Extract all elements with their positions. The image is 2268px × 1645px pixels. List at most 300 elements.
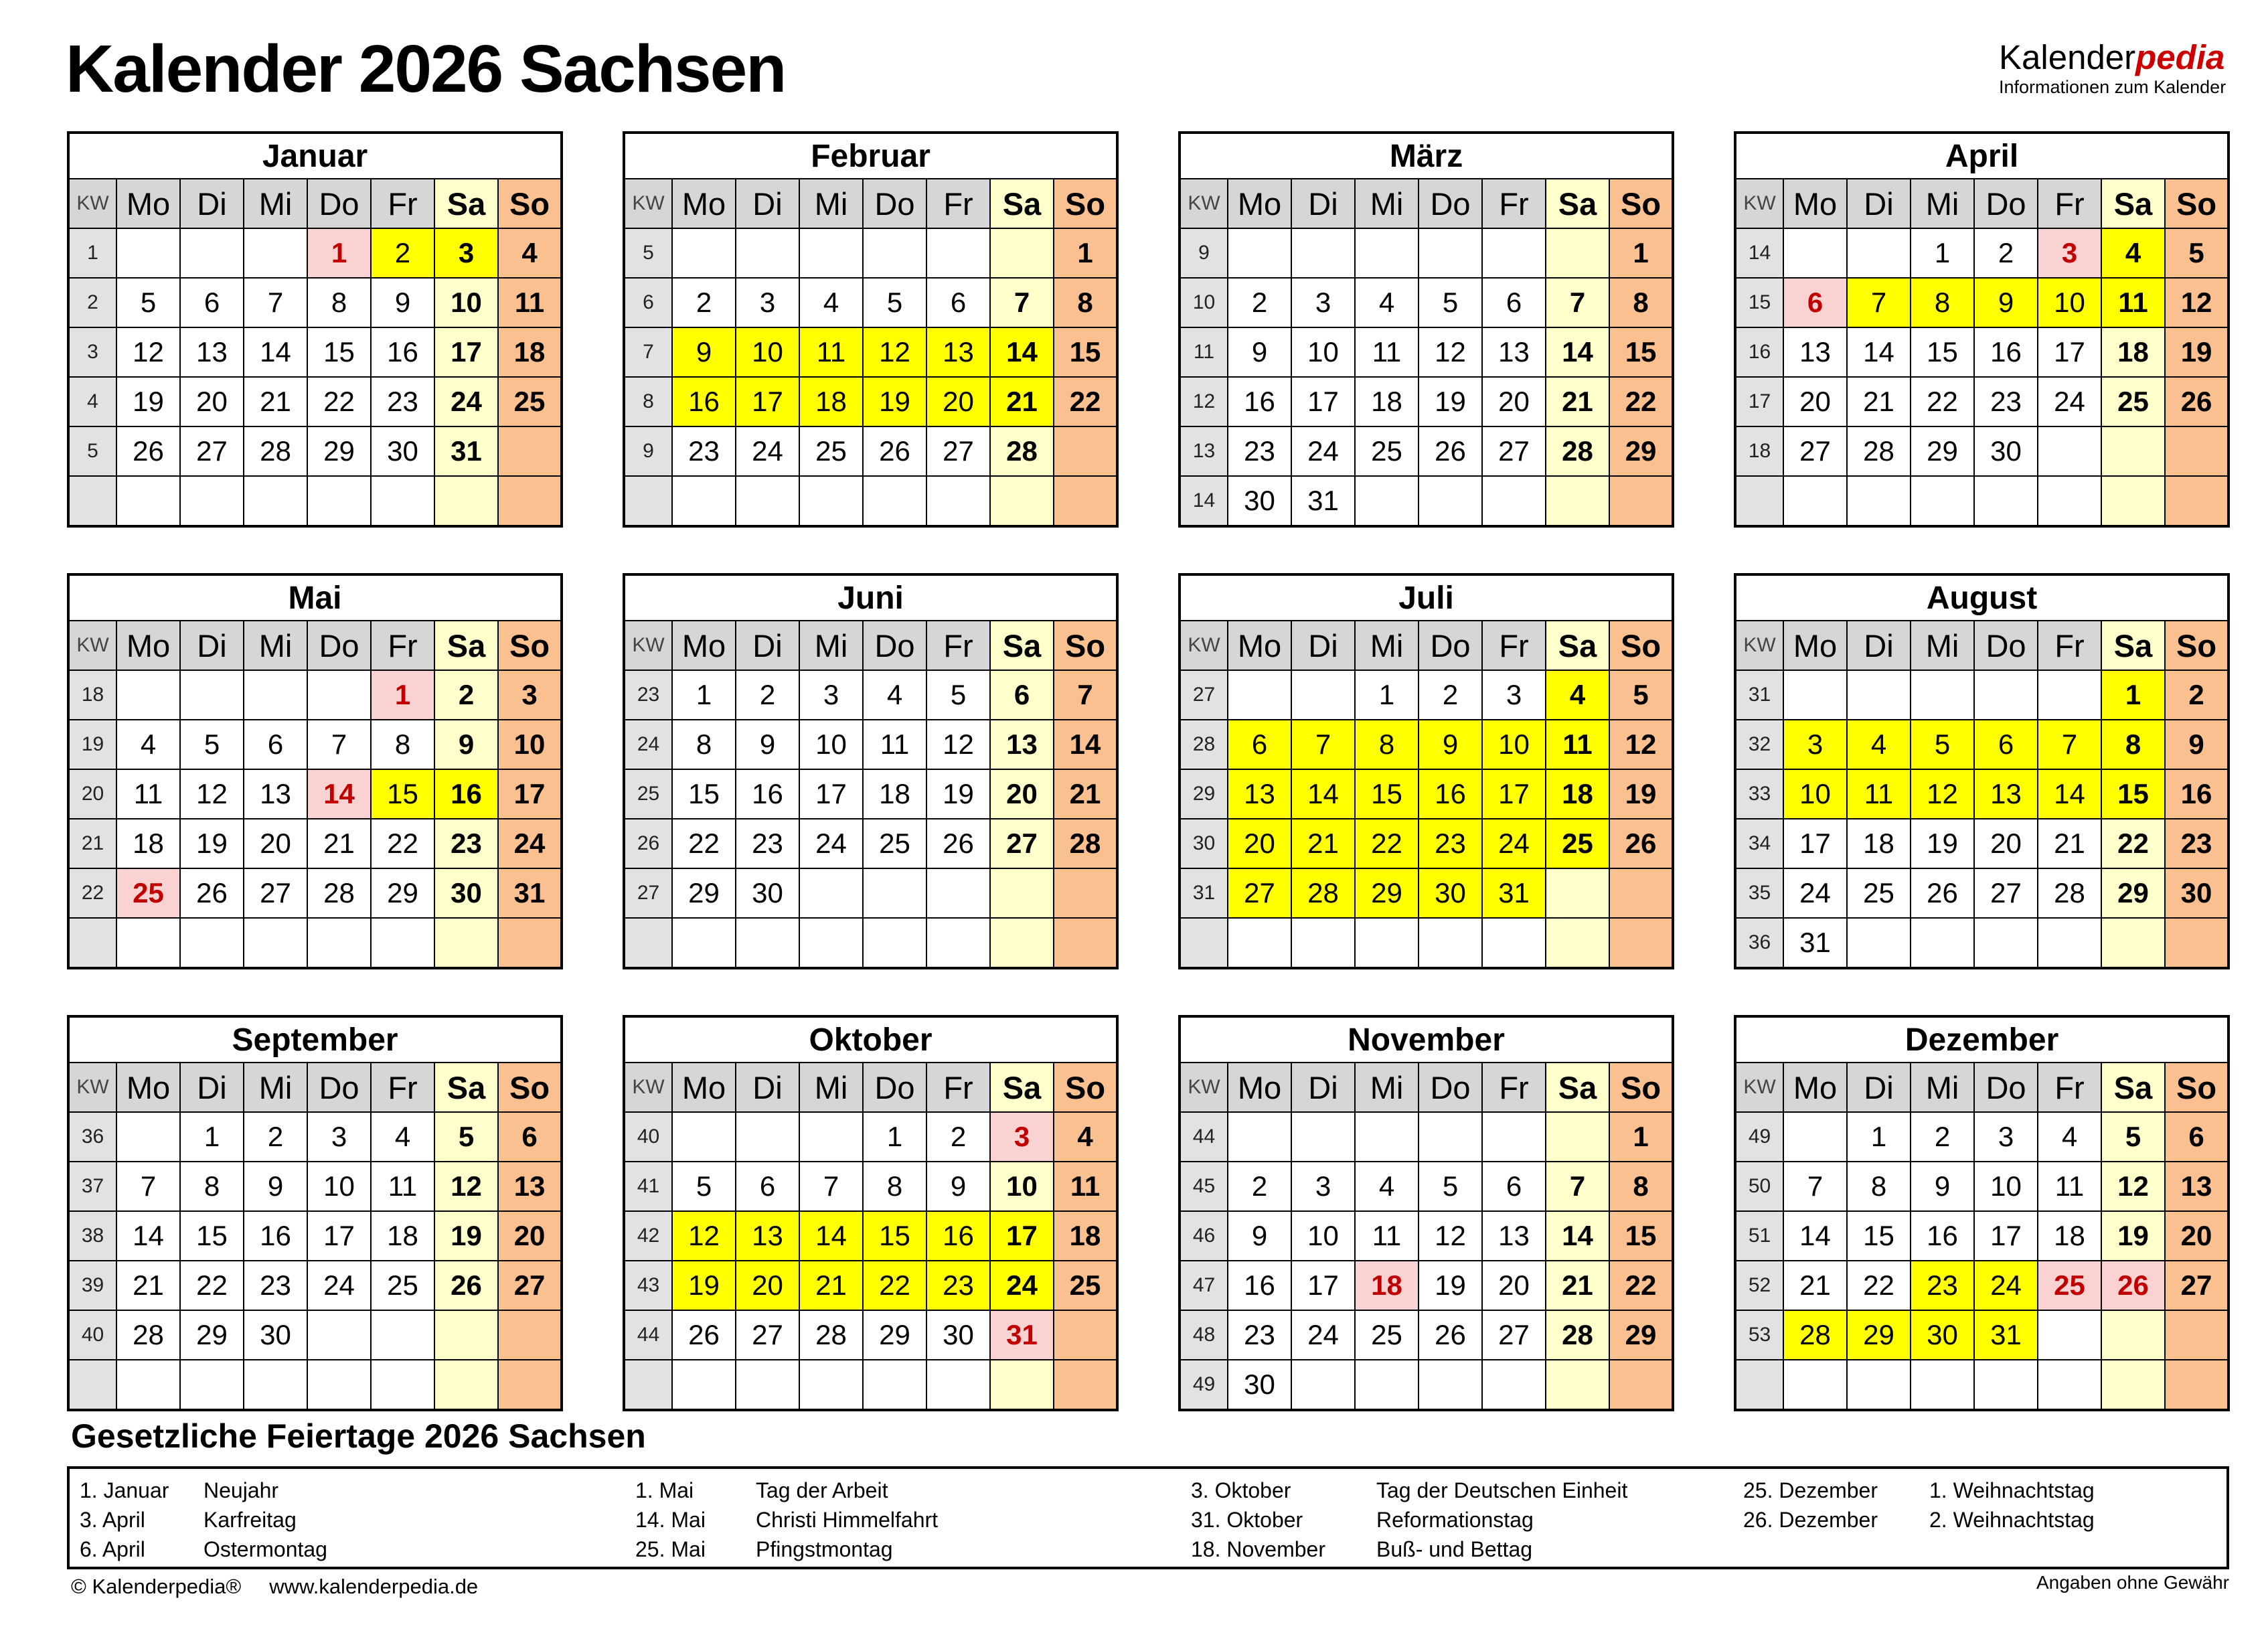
day-cell: 7 xyxy=(1783,1162,1847,1211)
months-grid xyxy=(67,131,2227,1407)
day-cell xyxy=(990,228,1054,278)
day-cell xyxy=(1609,868,1673,918)
day-cell xyxy=(1783,476,1847,526)
day-cell: 10 xyxy=(1783,769,1847,819)
day-cell xyxy=(1911,670,1974,720)
day-cell: 30 xyxy=(434,868,498,918)
day-cell: 23 xyxy=(1974,377,2038,426)
day-cell: 26 xyxy=(1419,1310,1482,1360)
day-cell: 27 xyxy=(1482,426,1546,476)
month-table-Juli xyxy=(1178,573,1674,969)
day-cell xyxy=(736,228,799,278)
day-cell: 3 xyxy=(307,1112,371,1162)
day-cell: 12 xyxy=(1911,769,1974,819)
month-title: Januar xyxy=(68,133,562,179)
day-cell xyxy=(1911,476,1974,526)
day-cell xyxy=(2038,476,2101,526)
holiday-column xyxy=(1191,1476,1627,1564)
holiday-name: Karfreitag xyxy=(204,1508,297,1532)
day-cell: 17 xyxy=(434,327,498,377)
day-cell: 19 xyxy=(434,1211,498,1261)
day-cell: 7 xyxy=(2038,720,2101,769)
day-cell: 14 xyxy=(116,1211,180,1261)
holiday-date: 3. Oktober xyxy=(1191,1478,1291,1502)
kw-header: KW xyxy=(68,179,116,228)
day-cell: 19 xyxy=(1911,819,1974,868)
day-cell: 22 xyxy=(1847,1261,1911,1310)
weekday-header-Mo: Mo xyxy=(1783,621,1847,670)
day-cell: 14 xyxy=(1291,769,1355,819)
day-cell: 6 xyxy=(244,720,307,769)
day-cell xyxy=(1609,918,1673,968)
day-cell: 11 xyxy=(799,327,863,377)
day-cell xyxy=(1609,1360,1673,1410)
day-cell: 30 xyxy=(1419,868,1482,918)
day-cell xyxy=(1291,228,1355,278)
holiday-column xyxy=(80,1476,327,1564)
day-cell: 20 xyxy=(1482,377,1546,426)
day-cell: 8 xyxy=(180,1162,244,1211)
day-cell: 27 xyxy=(2165,1261,2229,1310)
day-cell: 13 xyxy=(498,1162,562,1211)
kw-cell: 44 xyxy=(624,1310,672,1360)
kw-cell: 1 xyxy=(68,228,116,278)
day-cell: 11 xyxy=(863,720,926,769)
day-cell: 14 xyxy=(1847,327,1911,377)
kw-header: KW xyxy=(1180,1063,1228,1112)
day-cell: 16 xyxy=(2165,769,2229,819)
day-cell: 12 xyxy=(926,720,990,769)
day-cell: 19 xyxy=(672,1261,736,1310)
day-cell: 26 xyxy=(2165,377,2229,426)
weekday-header-Fr: Fr xyxy=(926,621,990,670)
website-url: www.kalenderpedia.de xyxy=(269,1575,479,1598)
kw-cell xyxy=(1180,918,1228,968)
day-cell xyxy=(1355,1360,1419,1410)
weekday-header-Fr: Fr xyxy=(371,1063,434,1112)
day-cell: 29 xyxy=(1847,1310,1911,1360)
day-cell xyxy=(244,670,307,720)
day-cell xyxy=(672,1112,736,1162)
kw-cell: 20 xyxy=(68,769,116,819)
kw-cell: 35 xyxy=(1735,868,1783,918)
weekday-header-Mi: Mi xyxy=(1911,179,1974,228)
day-cell: 23 xyxy=(1419,819,1482,868)
day-cell: 4 xyxy=(1355,278,1419,327)
day-cell xyxy=(990,918,1054,968)
day-cell: 7 xyxy=(1054,670,1117,720)
day-cell xyxy=(1355,228,1419,278)
weekday-header-Mi: Mi xyxy=(1355,1063,1419,1112)
day-cell: 20 xyxy=(1228,819,1291,868)
day-cell: 31 xyxy=(1783,918,1847,968)
day-cell: 22 xyxy=(1609,377,1673,426)
day-cell: 17 xyxy=(990,1211,1054,1261)
day-cell: 2 xyxy=(1911,1112,1974,1162)
day-cell: 29 xyxy=(1609,426,1673,476)
weekday-header-Sa: Sa xyxy=(434,1063,498,1112)
day-cell xyxy=(1974,1360,2038,1410)
day-cell xyxy=(990,1360,1054,1410)
weekday-header-Sa: Sa xyxy=(990,1063,1054,1112)
day-cell: 22 xyxy=(1054,377,1117,426)
holiday-date: 26. Dezember xyxy=(1743,1508,1878,1532)
day-cell: 11 xyxy=(1847,769,1911,819)
day-cell: 24 xyxy=(2038,377,2101,426)
day-cell xyxy=(926,476,990,526)
day-cell: 31 xyxy=(990,1310,1054,1360)
day-cell xyxy=(1419,918,1482,968)
kw-cell xyxy=(1735,476,1783,526)
kw-cell xyxy=(624,1360,672,1410)
day-cell xyxy=(926,918,990,968)
day-cell: 19 xyxy=(863,377,926,426)
day-cell: 19 xyxy=(116,377,180,426)
day-cell: 13 xyxy=(736,1211,799,1261)
day-cell: 24 xyxy=(1291,426,1355,476)
day-cell xyxy=(1974,918,2038,968)
day-cell: 21 xyxy=(1546,377,1609,426)
day-cell: 26 xyxy=(926,819,990,868)
holiday-name: 2. Weihnachtstag xyxy=(1929,1508,2095,1532)
day-cell xyxy=(1054,1310,1117,1360)
weekday-header-So: So xyxy=(1054,621,1117,670)
holiday-name: Tag der Deutschen Einheit xyxy=(1376,1478,1628,1502)
weekday-header-Do: Do xyxy=(863,179,926,228)
kw-cell: 50 xyxy=(1735,1162,1783,1211)
day-cell: 15 xyxy=(307,327,371,377)
day-cell: 10 xyxy=(799,720,863,769)
day-cell: 6 xyxy=(1482,1162,1546,1211)
holiday-name: Buß- und Bettag xyxy=(1376,1537,1533,1561)
day-cell: 23 xyxy=(1911,1261,1974,1310)
kw-cell: 45 xyxy=(1180,1162,1228,1211)
day-cell: 17 xyxy=(799,769,863,819)
holiday-item xyxy=(80,1535,327,1564)
day-cell: 29 xyxy=(180,1310,244,1360)
day-cell xyxy=(1847,918,1911,968)
weekday-header-So: So xyxy=(2165,621,2229,670)
weekday-header-Do: Do xyxy=(307,621,371,670)
holiday-name: Christi Himmelfahrt xyxy=(756,1508,939,1532)
day-cell: 19 xyxy=(2101,1211,2165,1261)
day-cell: 22 xyxy=(180,1261,244,1310)
day-cell xyxy=(672,1360,736,1410)
day-cell: 5 xyxy=(1911,720,1974,769)
day-cell xyxy=(434,1360,498,1410)
kw-cell: 43 xyxy=(624,1261,672,1310)
day-cell: 31 xyxy=(498,868,562,918)
day-cell: 18 xyxy=(1355,377,1419,426)
day-cell: 18 xyxy=(1546,769,1609,819)
day-cell: 7 xyxy=(116,1162,180,1211)
day-cell xyxy=(799,918,863,968)
day-cell: 8 xyxy=(672,720,736,769)
day-cell: 20 xyxy=(990,769,1054,819)
kw-cell: 21 xyxy=(68,819,116,868)
kw-cell: 51 xyxy=(1735,1211,1783,1261)
weekday-header-So: So xyxy=(1609,1063,1673,1112)
weekday-header-Fr: Fr xyxy=(371,621,434,670)
day-cell: 17 xyxy=(1783,819,1847,868)
day-cell xyxy=(1783,670,1847,720)
day-cell: 2 xyxy=(1228,278,1291,327)
day-cell: 29 xyxy=(307,426,371,476)
weekday-header-So: So xyxy=(498,1063,562,1112)
kw-cell: 46 xyxy=(1180,1211,1228,1261)
day-cell: 6 xyxy=(498,1112,562,1162)
weekday-header-So: So xyxy=(2165,179,2229,228)
day-cell xyxy=(1419,228,1482,278)
holiday-name: Neujahr xyxy=(204,1478,279,1502)
day-cell xyxy=(1482,228,1546,278)
weekday-header-Mo: Mo xyxy=(672,1063,736,1112)
day-cell: 28 xyxy=(1546,426,1609,476)
weekday-header-Di: Di xyxy=(1291,1063,1355,1112)
day-cell: 19 xyxy=(1419,1261,1482,1310)
weekday-header-Di: Di xyxy=(1847,621,1911,670)
holiday-date: 14. Mai xyxy=(635,1508,706,1532)
day-cell: 11 xyxy=(116,769,180,819)
day-cell xyxy=(371,476,434,526)
day-cell xyxy=(2165,1310,2229,1360)
day-cell xyxy=(1419,476,1482,526)
day-cell xyxy=(2101,918,2165,968)
holiday-date: 1. Mai xyxy=(635,1478,694,1502)
day-cell: 29 xyxy=(1355,868,1419,918)
kw-cell: 18 xyxy=(68,670,116,720)
kw-cell: 27 xyxy=(624,868,672,918)
day-cell xyxy=(1228,228,1291,278)
day-cell: 8 xyxy=(1609,278,1673,327)
kw-cell: 12 xyxy=(1180,377,1228,426)
kw-header: KW xyxy=(68,1063,116,1112)
logo-subtitle: Informationen zum Kalender xyxy=(1999,77,2226,98)
day-cell: 18 xyxy=(2038,1211,2101,1261)
day-cell: 5 xyxy=(434,1112,498,1162)
holiday-item xyxy=(635,1476,938,1505)
day-cell: 12 xyxy=(2101,1162,2165,1211)
day-cell: 11 xyxy=(498,278,562,327)
day-cell: 10 xyxy=(1291,1211,1355,1261)
weekday-header-Sa: Sa xyxy=(2101,179,2165,228)
day-cell xyxy=(1419,1360,1482,1410)
weekday-header-Mo: Mo xyxy=(116,1063,180,1112)
day-cell: 21 xyxy=(1054,769,1117,819)
day-cell: 1 xyxy=(371,670,434,720)
day-cell xyxy=(116,228,180,278)
day-cell xyxy=(926,1360,990,1410)
day-cell: 7 xyxy=(307,720,371,769)
weekday-header-Do: Do xyxy=(1974,1063,2038,1112)
day-cell: 16 xyxy=(1228,377,1291,426)
day-cell xyxy=(180,228,244,278)
month-title: Juli xyxy=(1180,574,1673,621)
day-cell: 20 xyxy=(1482,1261,1546,1310)
weekday-header-So: So xyxy=(498,179,562,228)
copyright-text: © Kalenderpedia® xyxy=(71,1575,242,1598)
day-cell: 2 xyxy=(2165,670,2229,720)
weekday-header-Fr: Fr xyxy=(1482,621,1546,670)
kw-cell: 27 xyxy=(1180,670,1228,720)
day-cell: 7 xyxy=(1847,278,1911,327)
month-title: August xyxy=(1735,574,2229,621)
day-cell: 23 xyxy=(926,1261,990,1310)
weekday-header-Mi: Mi xyxy=(799,621,863,670)
day-cell xyxy=(1783,1360,1847,1410)
day-cell: 13 xyxy=(1482,327,1546,377)
weekday-header-Do: Do xyxy=(863,1063,926,1112)
day-cell xyxy=(434,476,498,526)
day-cell: 11 xyxy=(371,1162,434,1211)
day-cell: 10 xyxy=(990,1162,1054,1211)
weekday-header-Mo: Mo xyxy=(1228,1063,1291,1112)
weekday-header-Di: Di xyxy=(1847,1063,1911,1112)
day-cell: 31 xyxy=(434,426,498,476)
day-cell: 21 xyxy=(1546,1261,1609,1310)
weekday-header-Fr: Fr xyxy=(2038,621,2101,670)
day-cell: 15 xyxy=(1911,327,1974,377)
day-cell: 26 xyxy=(1419,426,1482,476)
day-cell xyxy=(116,1112,180,1162)
day-cell xyxy=(1228,670,1291,720)
kw-cell: 10 xyxy=(1180,278,1228,327)
day-cell xyxy=(1482,476,1546,526)
weekday-header-Do: Do xyxy=(1419,179,1482,228)
day-cell: 27 xyxy=(1228,868,1291,918)
day-cell xyxy=(2165,1360,2229,1410)
day-cell xyxy=(1546,228,1609,278)
day-cell: 17 xyxy=(1291,377,1355,426)
day-cell: 18 xyxy=(799,377,863,426)
month-table-April xyxy=(1734,131,2230,528)
day-cell: 20 xyxy=(1974,819,2038,868)
day-cell: 24 xyxy=(1783,868,1847,918)
day-cell xyxy=(1419,1112,1482,1162)
day-cell: 13 xyxy=(926,327,990,377)
day-cell: 18 xyxy=(1355,1261,1419,1310)
day-cell: 3 xyxy=(1291,278,1355,327)
day-cell: 26 xyxy=(863,426,926,476)
day-cell xyxy=(2038,1310,2101,1360)
day-cell: 4 xyxy=(498,228,562,278)
day-cell: 5 xyxy=(672,1162,736,1211)
kw-cell: 4 xyxy=(68,377,116,426)
day-cell: 20 xyxy=(736,1261,799,1310)
day-cell: 18 xyxy=(863,769,926,819)
day-cell: 28 xyxy=(244,426,307,476)
day-cell: 21 xyxy=(244,377,307,426)
day-cell: 17 xyxy=(1482,769,1546,819)
day-cell: 5 xyxy=(2101,1112,2165,1162)
day-cell xyxy=(2101,476,2165,526)
day-cell xyxy=(1482,918,1546,968)
day-cell xyxy=(863,476,926,526)
day-cell: 23 xyxy=(736,819,799,868)
kw-header: KW xyxy=(68,621,116,670)
day-cell xyxy=(244,1360,307,1410)
day-cell: 1 xyxy=(1911,228,1974,278)
kw-cell: 40 xyxy=(624,1112,672,1162)
kw-cell: 17 xyxy=(1735,377,1783,426)
weekday-header-Sa: Sa xyxy=(990,179,1054,228)
day-cell: 1 xyxy=(1847,1112,1911,1162)
day-cell: 18 xyxy=(1847,819,1911,868)
day-cell xyxy=(1228,918,1291,968)
day-cell: 7 xyxy=(244,278,307,327)
day-cell: 2 xyxy=(1228,1162,1291,1211)
day-cell: 8 xyxy=(863,1162,926,1211)
month-table-Dezember xyxy=(1734,1015,2230,1411)
day-cell xyxy=(498,1360,562,1410)
logo-part-kalender: Kalender xyxy=(1999,38,2136,76)
day-cell: 2 xyxy=(672,278,736,327)
day-cell: 13 xyxy=(2165,1162,2229,1211)
kw-cell: 22 xyxy=(68,868,116,918)
day-cell: 4 xyxy=(863,670,926,720)
day-cell: 3 xyxy=(990,1112,1054,1162)
day-cell: 7 xyxy=(1546,1162,1609,1211)
day-cell: 12 xyxy=(1419,327,1482,377)
day-cell: 4 xyxy=(2038,1112,2101,1162)
day-cell: 22 xyxy=(1911,377,1974,426)
month-title: April xyxy=(1735,133,2229,179)
kw-cell: 14 xyxy=(1180,476,1228,526)
day-cell: 16 xyxy=(1228,1261,1291,1310)
month-table-Februar xyxy=(623,131,1119,528)
day-cell xyxy=(1783,1112,1847,1162)
day-cell xyxy=(1291,1112,1355,1162)
kw-header: KW xyxy=(624,1063,672,1112)
holiday-item xyxy=(1743,1476,2095,1505)
day-cell: 3 xyxy=(799,670,863,720)
kw-cell: 53 xyxy=(1735,1310,1783,1360)
month-table-Oktober xyxy=(623,1015,1119,1411)
weekday-header-Do: Do xyxy=(1419,621,1482,670)
day-cell: 10 xyxy=(1482,720,1546,769)
day-cell: 30 xyxy=(1228,1360,1291,1410)
day-cell: 1 xyxy=(1609,228,1673,278)
day-cell: 31 xyxy=(1291,476,1355,526)
day-cell: 8 xyxy=(1609,1162,1673,1211)
kw-cell: 19 xyxy=(68,720,116,769)
day-cell: 26 xyxy=(1911,868,1974,918)
kw-cell: 49 xyxy=(1180,1360,1228,1410)
day-cell: 9 xyxy=(926,1162,990,1211)
day-cell: 7 xyxy=(990,278,1054,327)
day-cell: 15 xyxy=(1054,327,1117,377)
weekday-header-Mo: Mo xyxy=(1783,179,1847,228)
day-cell: 18 xyxy=(1054,1211,1117,1261)
month-table-August xyxy=(1734,573,2230,969)
kalenderpedia-logo xyxy=(1999,39,2226,98)
kw-cell: 52 xyxy=(1735,1261,1783,1310)
kw-cell xyxy=(68,476,116,526)
kw-header: KW xyxy=(624,179,672,228)
month-title: Februar xyxy=(624,133,1117,179)
day-cell: 25 xyxy=(799,426,863,476)
kw-header: KW xyxy=(1180,621,1228,670)
weekday-header-Mi: Mi xyxy=(1355,621,1419,670)
month-table-Mai xyxy=(67,573,563,969)
day-cell: 14 xyxy=(307,769,371,819)
day-cell: 30 xyxy=(926,1310,990,1360)
page-title: Kalender 2026 Sachsen xyxy=(66,31,786,106)
day-cell: 17 xyxy=(498,769,562,819)
day-cell: 10 xyxy=(736,327,799,377)
day-cell: 26 xyxy=(2101,1261,2165,1310)
kw-cell: 31 xyxy=(1735,670,1783,720)
